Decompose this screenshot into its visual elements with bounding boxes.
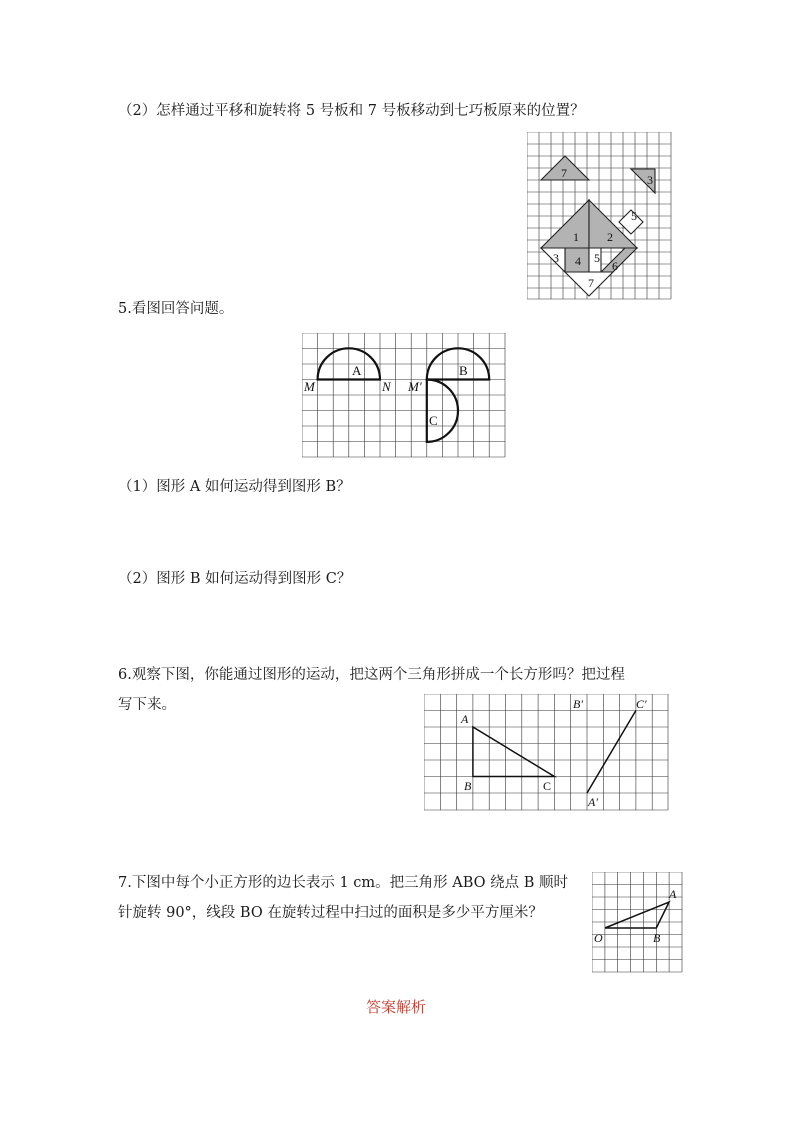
label-a: A [461,712,469,726]
label-c-prime: C′ [636,697,647,711]
tangram-label-5-moved: 5 [631,209,637,223]
label-b: B [464,779,472,793]
label-b: B [653,931,661,945]
semicircle-figure [302,333,506,458]
tangram-label-4: 4 [575,254,581,268]
triangle-abo [605,902,669,928]
q7-line1: 7.下图中每个小正方形的边长表示 1 cm。把三角形 ABO 绕点 B 顺时 [118,875,569,891]
label-n: N [382,379,391,394]
label-c: C [429,413,438,428]
tangram-label-6: 6 [612,259,618,273]
label-m: M [304,379,315,394]
tangram-label-3: 3 [553,251,559,265]
tangram-piece-1 [541,200,589,248]
q6-line1: 6.观察下图，你能通过图形的运动，把这两个三角形拼成一个长方形吗？把过程 [118,667,625,683]
label-m-prime: M′ [408,379,422,394]
tangram-label-3-moved: 3 [647,173,653,187]
q4-part2-text: （2）怎样通过平移和旋转将 5 号板和 7 号板移动到七巧板原来的位置？ [118,103,585,119]
label-a: A [669,887,677,901]
tangram-label-1: 1 [573,230,579,244]
label-a: A [352,363,362,378]
q6-line2: 写下来。 [118,697,176,713]
triangles-figure [424,694,669,812]
triangle-abo-figure [592,872,683,973]
label-c: C [543,779,552,793]
segment-a-prime-c-prime [587,711,636,794]
tangram-label-7-moved: 7 [561,166,567,180]
q5-part2: （2）图形 B 如何运动得到图形 C？ [118,571,352,587]
label-b-prime: B′ [573,697,583,711]
triangle-abc [473,727,555,777]
tangram-label-2: 2 [607,230,613,244]
tangram-label-7: 7 [588,276,594,290]
q5-title: 5.看图回答问题。 [118,301,234,317]
q5-part1: （1）图形 A 如何运动得到图形 B？ [118,479,351,495]
q7-line2: 针旋转 90°，线段 BO 在旋转过程中扫过的面积是多少平方厘米？ [118,905,543,921]
tangram-label-5: 5 [594,251,600,265]
label-b: B [459,363,468,378]
tangram-figure [527,132,672,300]
answer-analysis-link[interactable]: 答案解析 [366,998,427,1016]
label-a-prime: A′ [588,795,598,809]
label-o: O [594,931,603,945]
tangram-piece-6 [601,248,637,272]
